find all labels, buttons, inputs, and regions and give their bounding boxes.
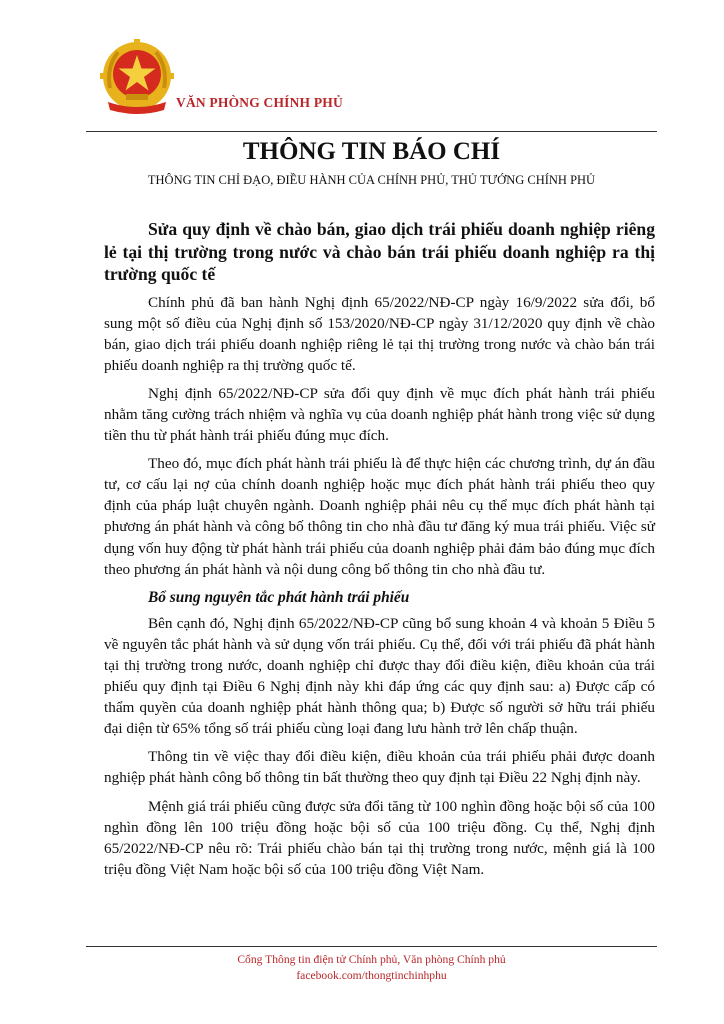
article-paragraph: Nghị định 65/2022/NĐ-CP sửa đổi quy định về mục đích phát hành trái phiếu nhằm tăng cường trách nhiệm và nghĩa vụ của doanh nghiệp phát hành trong việc sử dụng tiền thu từ phát hành trái phiếu đúng mục đích. xyxy=(104,384,655,445)
header-divider xyxy=(86,131,657,132)
footer-facebook-link[interactable]: facebook.com/thongtinchinhphu xyxy=(296,969,447,982)
footer-portal-name: Cổng Thông tin điện tử Chính phủ, Văn phòng Chính phủ xyxy=(237,953,506,966)
article-paragraph: Theo đó, mục đích phát hành trái phiếu là để thực hiện các chương trình, dự án đầu tư, cơ cấu lại nợ của chính doanh nghiệp hoặc mục đích phát hành trái phiếu theo quy định của pháp luật chuyên ngành. Doanh nghiệp phải nêu cụ thể mục đích phát hành tại phương án phát hành và công bố thông tin cho nhà đầu tư đăng ký mua trái phiếu. Việc sử dụng vốn huy động từ phát hành trái phiếu của doanh nghiệp phải đảm bảo đúng mục đích theo phương án phát hành và nội dung công bố thông tin cho nhà đầu tư. xyxy=(104,455,655,578)
article-body xyxy=(104,218,655,887)
article-paragraph: Thông tin về việc thay đổi điều kiện, điều khoản của trái phiếu phải được doanh nghiệp phát hành công bố thông tin bất thường theo quy định tại Điều 22 Nghị định này. xyxy=(104,748,655,787)
article-paragraph: Chính phủ đã ban hành Nghị định 65/2022/NĐ-CP ngày 16/9/2022 sửa đổi, bổ sung một số điều của Nghị định số 153/2020/NĐ-CP ngày 31/12/2020 quy định về chào bán, giao dịch trái phiếu doanh nghiệp riêng lẻ tại thị trường trong nước và chào bán trái phiếu doanh nghiệp ra thị trường quốc tế. xyxy=(104,293,655,374)
article-paragraph: Bên cạnh đó, Nghị định 65/2022/NĐ-CP cũng bổ sung khoản 4 và khoản 5 Điều 5 về nguyên tắc phát hành và sử dụng vốn trái phiếu. Cụ thể, đối với trái phiếu đã phát hành tại thị trường trong nước, doanh nghiệp chỉ được thay đổi điều kiện, điều khoản của trái phiếu quy định tại Điều 6 Nghị định này khi đáp ứng các quy định sau: a) Được cấp có thẩm quyền của doanh nghiệp phát hành thông qua; b) Được số người sở hữu trái phiếu đại diện từ 65% tổng số trái phiếu cùng loại đang lưu hành trở lên chấp thuận. xyxy=(104,614,655,738)
section-subheading: Bổ sung nguyên tắc phát hành trái phiếu xyxy=(148,588,410,606)
article-headline: Sửa quy định về chào bán, giao dịch trái phiếu doanh nghiệp riêng lẻ tại thị trường trong nước và chào bán trái phiếu doanh nghiệp ra thị trường quốc tế xyxy=(104,219,655,284)
page-title: THÔNG TIN BÁO CHÍ xyxy=(242,138,501,165)
national-emblem-icon xyxy=(96,38,178,116)
office-name: VĂN PHÒNG CHÍNH PHỦ xyxy=(176,95,343,110)
footer-divider xyxy=(86,946,657,947)
article-paragraph: Mệnh giá trái phiếu cũng được sửa đổi tăng từ 100 nghìn đồng hoặc bội số của 100 nghìn đồng lên 100 triệu đồng hoặc bội số của 100 triệu đồng. Cụ thể, Nghị định 65/2022/NĐ-CP nêu rõ: Trái phiếu chào bán tại thị trường trong nước, mệnh giá là 100 triệu đồng Việt Nam hoặc bội số của 100 triệu đồng Việt Nam. xyxy=(104,797,655,878)
page-subtitle: THÔNG TIN CHỈ ĐẠO, ĐIỀU HÀNH CỦA CHÍNH PHỦ, THỦ TƯỚNG CHÍNH PHỦ xyxy=(147,173,596,187)
